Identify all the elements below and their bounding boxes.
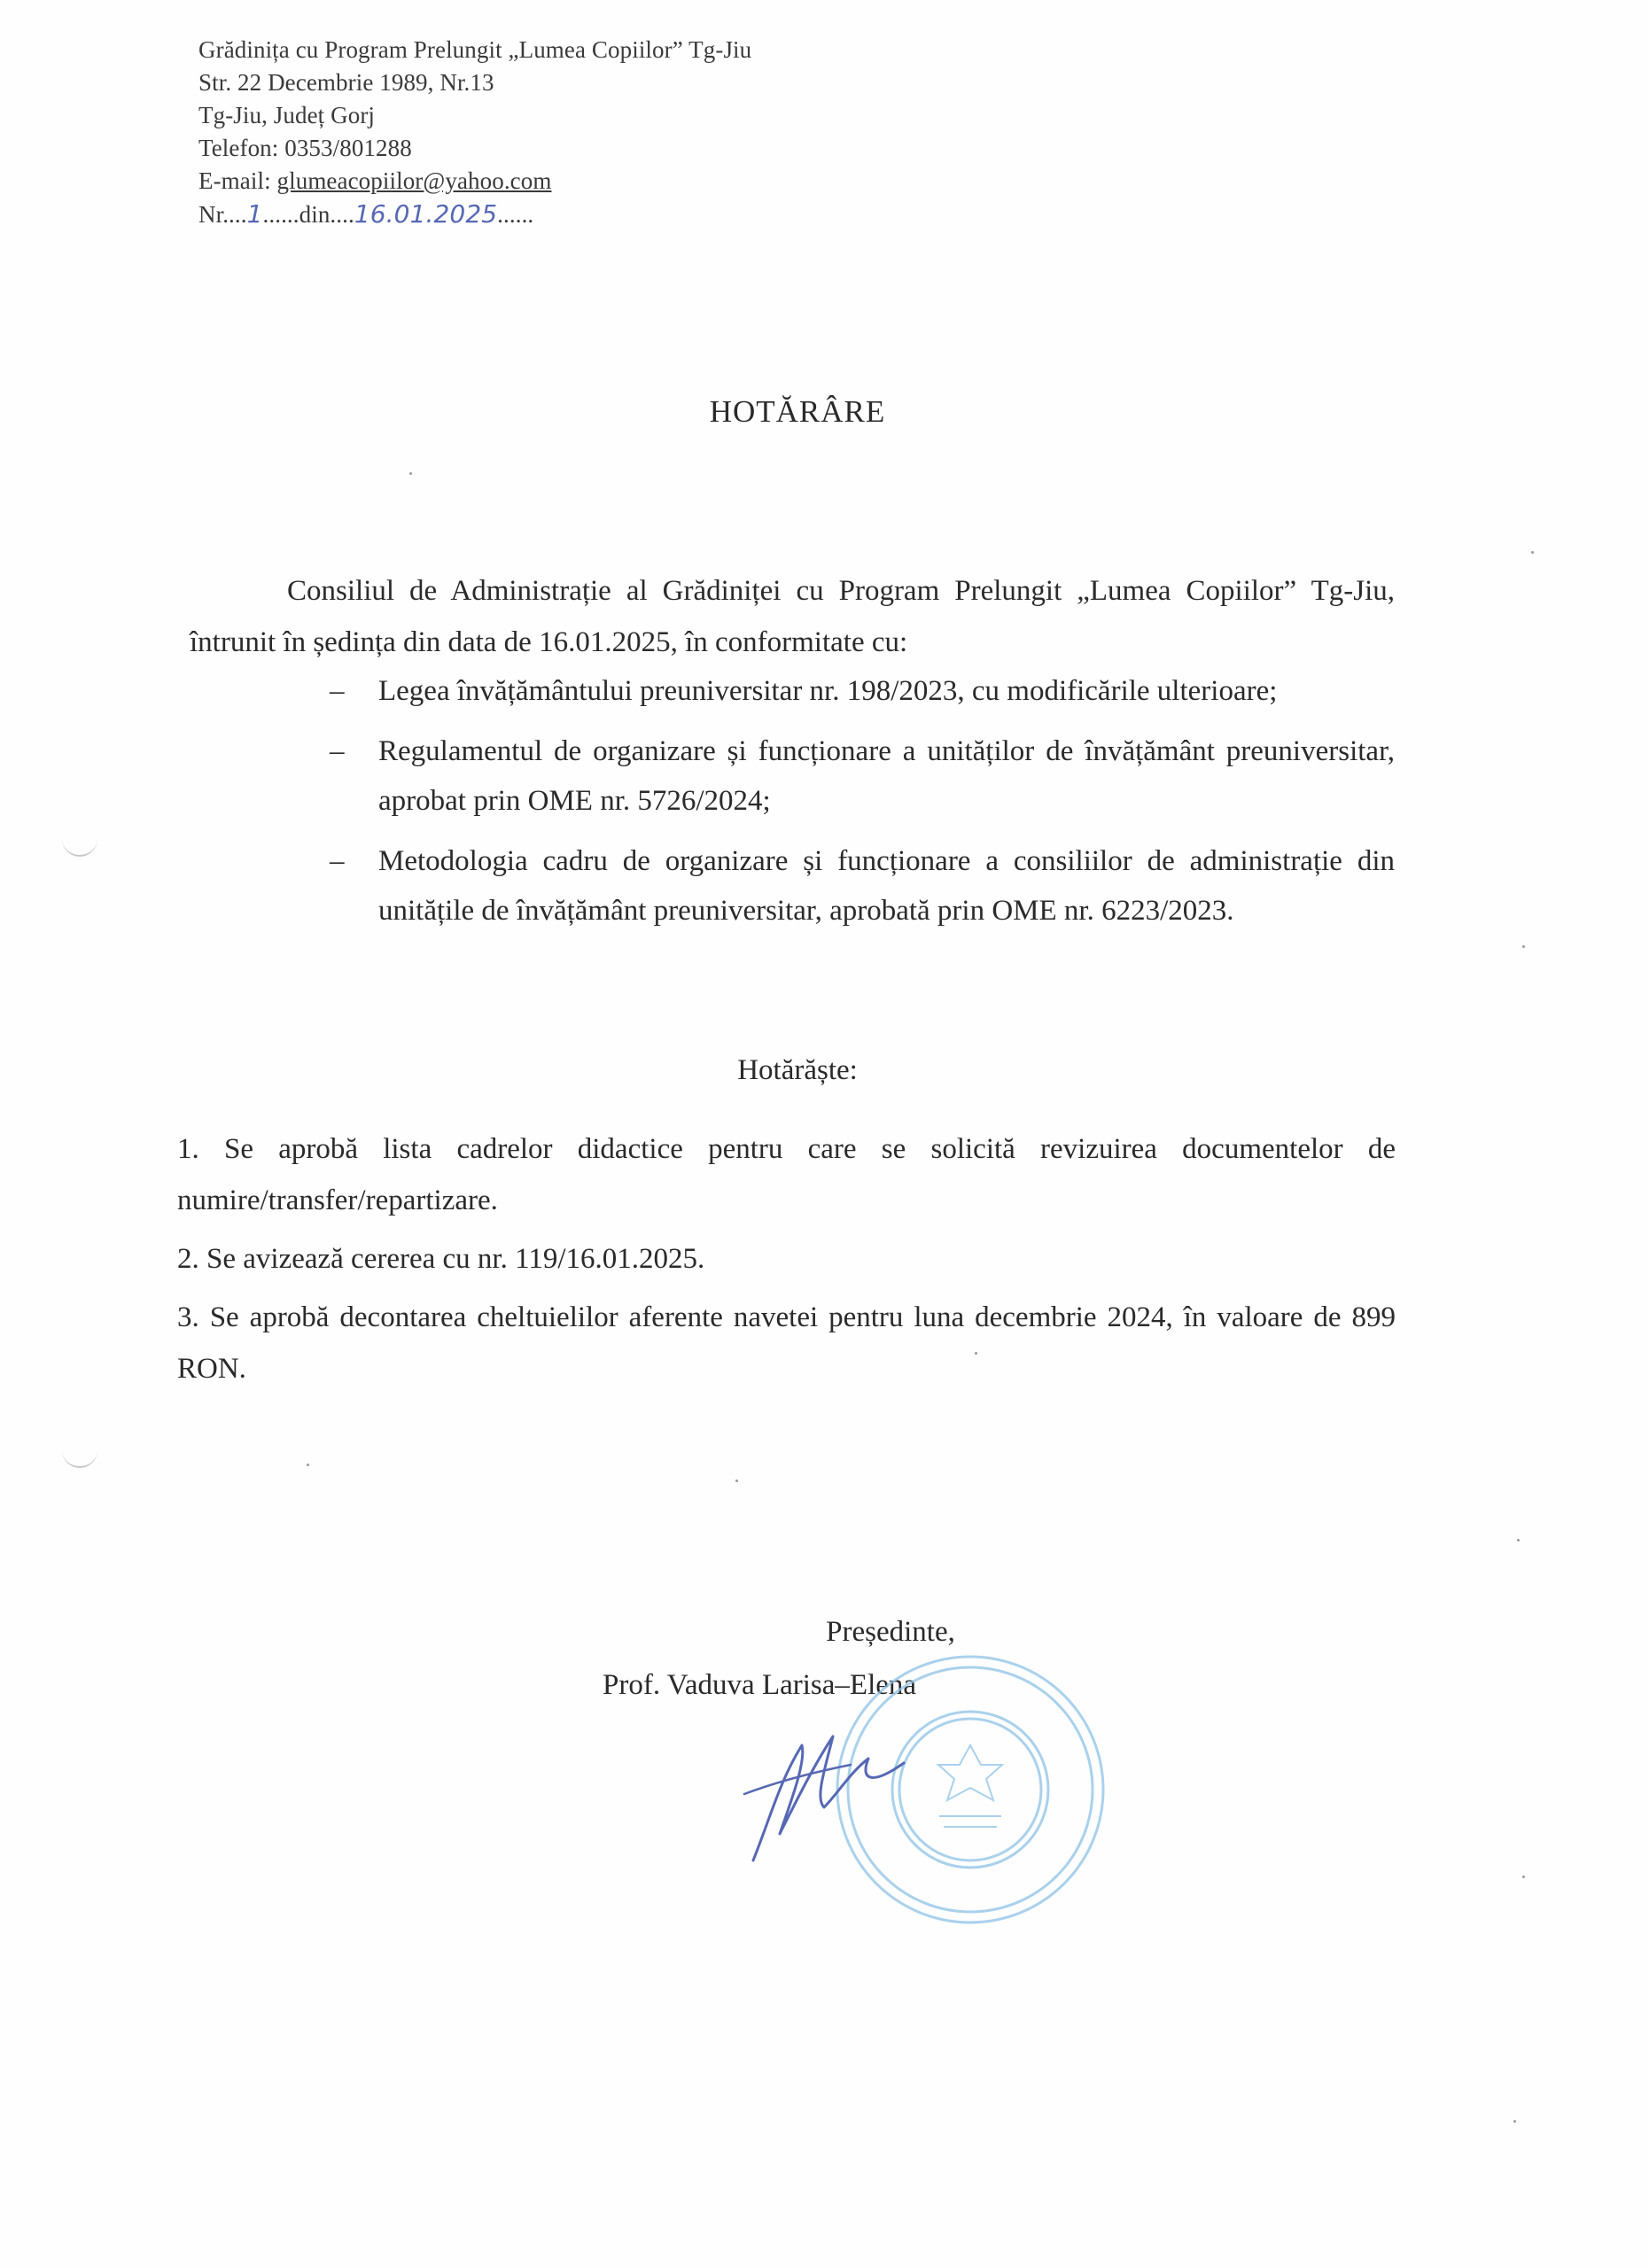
email-value: glumeacopiilor@yahoo.com [276, 167, 552, 194]
legal-basis-list [330, 666, 1395, 946]
din-label: ......din.... [262, 201, 354, 228]
legal-basis-text: Metodologia cadru de organizare și funcționare a consiliilor de administrație din unitățile de învățământ preuniversitar, aprobată prin OME nr. 6223/2023. [378, 845, 1395, 927]
institution-street: Str. 22 Decembrie 1989, Nr.13 [198, 69, 494, 96]
date-handwritten-value: 16.01.2025 [354, 199, 498, 229]
president-name: Prof. Vaduva Larisa–Elena [603, 1669, 917, 1701]
decision-item: 1. Se aprobă lista cadrelor didactice pentru care se solicită revizuirea documentelor de numire/transfer/repartizare. [177, 1133, 1396, 1216]
institution-city: Tg-Jiu, Județ Gorj [198, 102, 376, 128]
handwritten-signature-icon [718, 1710, 913, 1869]
dash-marker: – [330, 735, 345, 767]
institution-email [198, 165, 751, 198]
decides-heading: Hotărăște: [737, 1054, 858, 1086]
hole-punch-mark [62, 1449, 97, 1468]
legal-basis-text: Legea învățământului preuniversitar nr. 198/2023, cu modificările ulterioare; [378, 675, 1278, 707]
institution-phone: Telefon: 0353/801288 [198, 135, 412, 161]
decisions-list [177, 1123, 1396, 1402]
dash-marker: – [330, 845, 345, 877]
legal-basis-item [330, 666, 1395, 716]
nr-label: Nr.... [198, 201, 247, 228]
din-suffix: ...... [497, 201, 534, 228]
hole-punch-mark [62, 837, 97, 857]
dash-marker: – [330, 675, 345, 707]
decision-item: 3. Se aprobă decontarea cheltuielilor aferente navetei pentru luna decembrie 2024, în valoare de 899 RON. [177, 1301, 1396, 1385]
legal-basis-item [330, 726, 1395, 826]
document-title: HOTĂRÂRE [709, 394, 886, 429]
email-label: E-mail: [198, 167, 277, 194]
registration-number [198, 198, 751, 231]
legal-basis-text: Regulamentul de organizare și funcționare a unităților de învățământ preuniversitar, aprobat prin OME nr. 5726/2024; [378, 735, 1395, 817]
legal-basis-item [330, 836, 1395, 936]
institution-header [198, 34, 751, 231]
decision-item: 2. Se avizează cererea cu nr. 119/16.01.2025. [177, 1243, 705, 1275]
president-role: Președinte, [826, 1616, 955, 1648]
institution-name: Grădinița cu Program Prelungit „Lumea Copiilor” Tg-Jiu [198, 36, 752, 63]
nr-handwritten-value: 1 [246, 199, 263, 229]
intro-paragraph: Consiliul de Administrație al Grădiniței cu Program Prelungit „Lumea Copiilor” Tg-Jiu, întrunit în ședința din data de 16.01.2025, în conformitate cu: [190, 575, 1395, 658]
